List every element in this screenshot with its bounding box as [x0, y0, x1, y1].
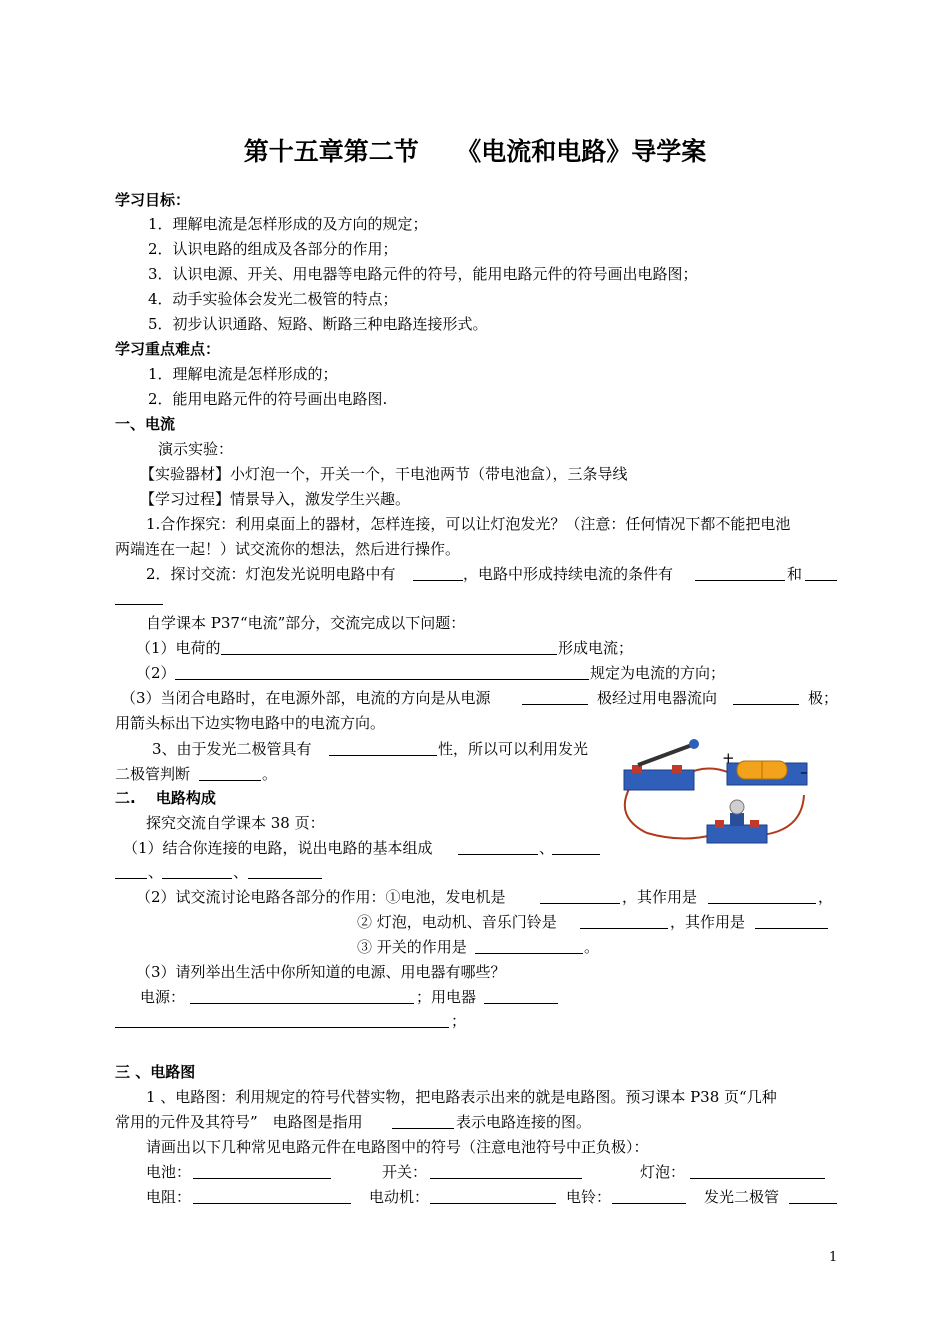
page-number: 1: [829, 1250, 838, 1265]
sub1-part-b: 形成电流；: [558, 639, 634, 657]
sub3-part-b: 极经过用电器流向: [597, 689, 718, 707]
lamp-terminal: [750, 820, 759, 828]
p2-part-e: ③ 开关的作用是: [357, 938, 467, 956]
resistor-label: 电阻：: [146, 1188, 192, 1206]
s3-p1-line2-b: 表示电路连接的图。: [456, 1113, 592, 1131]
p1-text: （1）结合你连接的电路，说出电路的基本组成: [123, 839, 433, 857]
switch-terminal: [672, 765, 682, 773]
lamp-holder: [730, 813, 744, 825]
q2-part-a: 2．探讨交流：灯泡发光说明电路中有: [146, 565, 396, 583]
explore-text: 探究交流自学课本 38 页：: [146, 814, 325, 832]
sub2-part-a: （2）: [136, 664, 176, 682]
q3-part-a: 3、由于发光二极管具有: [152, 740, 312, 758]
section3-heading: 三 、电路图: [115, 1063, 196, 1081]
sub2-part-b: 规定为电流的方向；: [590, 664, 726, 682]
s3-p1-line2-a: 常用的元件及其符号” 电路图是指用: [115, 1113, 363, 1131]
section2-heading: 二. 电路构成: [115, 789, 216, 807]
objective-item: 3．认识电源、开关、用电器等电路元件的符号，能用电路元件的符号画出电路图；: [148, 265, 698, 283]
p3-text: （3）请列举出生活中你所知道的电源、用电器有哪些？: [136, 963, 506, 981]
answer-blank[interactable]: [733, 704, 799, 705]
switch-label: 开关：: [382, 1163, 428, 1181]
symbol-blank[interactable]: [193, 1178, 331, 1179]
answer-blank[interactable]: [522, 704, 588, 705]
bulb: [730, 800, 744, 814]
answer-blank[interactable]: [248, 878, 322, 879]
device-label: ；用电器: [416, 988, 477, 1006]
key-point-item: 2．能用电路元件的符号画出电路图.: [148, 390, 388, 408]
answer-blank[interactable]: [805, 580, 837, 581]
objective-item: 5．初步认识通路、短路、断路三种电路连接形式。: [148, 315, 488, 333]
q3-part-b: 性，所以可以利用发光: [438, 740, 589, 758]
p2-part-d: ，其作用是: [670, 913, 746, 931]
process-text: 【学习过程】情景导入，激发学生兴趣。: [140, 490, 411, 508]
answer-blank[interactable]: [708, 903, 816, 904]
q2-part-c: 和: [787, 565, 803, 583]
symbol-blank[interactable]: [193, 1203, 351, 1204]
answer-blank[interactable]: [458, 854, 538, 855]
answer-blank[interactable]: [199, 780, 261, 781]
answer-blank[interactable]: [695, 580, 785, 581]
sub3-line2: 用箭头标出下边实物电路中的电流方向。: [115, 714, 386, 732]
answer-blank[interactable]: [755, 928, 828, 929]
p2-part-c: ② 灯泡，电动机、音乐门铃是: [357, 913, 557, 931]
switch-lever: [638, 745, 692, 765]
answer-blank[interactable]: [329, 755, 437, 756]
objectives-heading: 学习目标：: [115, 191, 191, 209]
answer-blank[interactable]: [115, 604, 163, 605]
self-study-text: 自学课本 P37“电流”部分，交流完成以下问题：: [146, 614, 466, 632]
motor-label: 电动机：: [369, 1188, 430, 1206]
answer-blank[interactable]: [221, 654, 557, 655]
sub1-part-a: （1）电荷的: [136, 639, 221, 657]
objective-item: 4．动手实验体会发光二极管的特点；: [148, 290, 398, 308]
equipment-text: 【实验器材】小灯泡一个，开关一个，干电池两节（带电池盒），三条导线: [140, 465, 628, 483]
answer-blank[interactable]: [392, 1128, 454, 1129]
symbol-blank[interactable]: [690, 1178, 825, 1179]
s3-p1-line1: 1 、电路图：利用规定的符号代替实物，把电路表示出来的就是电路图。预习课本 P38 页“几种: [146, 1088, 777, 1106]
answer-blank[interactable]: [580, 928, 668, 929]
answer-blank[interactable]: [475, 953, 583, 954]
q2-part-b: ，电路中形成持续电流的条件有: [463, 565, 674, 583]
answer-blank[interactable]: [175, 679, 589, 680]
circuit-illustration: [612, 735, 817, 850]
symbol-blank[interactable]: [430, 1203, 556, 1204]
answer-blank[interactable]: [484, 1003, 558, 1004]
s3-p2-text: 请画出以下几种常见电路元件在电路图中的符号（注意电池符号中正负极）：: [146, 1138, 649, 1156]
demo-label: 演示实验：: [158, 440, 234, 458]
answer-blank[interactable]: [552, 854, 600, 855]
wire: [625, 787, 712, 839]
answer-blank[interactable]: [413, 580, 463, 581]
q3-line2-b: 。: [262, 765, 278, 783]
bell-label: 电铃：: [566, 1188, 612, 1206]
answer-blank[interactable]: [190, 1003, 414, 1004]
lamp-terminal: [715, 820, 724, 828]
wire: [762, 795, 804, 835]
battery-label: 电池：: [146, 1163, 192, 1181]
led-label: 发光二极管: [704, 1188, 780, 1206]
key-points-heading: 学习重点难点：: [115, 340, 221, 358]
symbol-blank[interactable]: [612, 1203, 686, 1204]
bulb-label: 灯泡：: [640, 1163, 686, 1181]
q1-line1: 1.合作探究：利用桌面上的器材，怎样连接，可以让灯泡发光？（注意：任何情况下都不能把电池: [146, 515, 791, 533]
answer-blank[interactable]: [540, 903, 620, 904]
plus-sign: +: [722, 749, 735, 767]
objective-item: 1．理解电流是怎样形成的及方向的规定；: [148, 215, 428, 233]
power-label: 电源：: [140, 988, 186, 1006]
sub3-part-a: （3）当闭合电路时，在电源外部，电流的方向是从电源: [121, 689, 491, 707]
q1-line2: 两端连在一起！）试交流你的想法，然后进行操作。: [115, 540, 461, 558]
symbol-blank[interactable]: [789, 1203, 837, 1204]
answer-blank[interactable]: [115, 1027, 449, 1028]
minus-sign: –: [800, 763, 808, 781]
objective-item: 2．认识电路的组成及各部分的作用；: [148, 240, 398, 258]
key-point-item: 1．理解电流是怎样形成的；: [148, 365, 338, 383]
answer-blank[interactable]: [115, 878, 147, 879]
section1-heading: 一、电流: [115, 415, 176, 433]
sub3-part-c: 极；: [808, 689, 839, 707]
p2-part-b: ，其作用是: [622, 888, 698, 906]
q3-line2-a: 二极管判断: [115, 765, 191, 783]
page-title: 第十五章第二节 《电流和电路》导学案: [243, 137, 707, 166]
symbol-blank[interactable]: [430, 1178, 582, 1179]
p2-part-a: （2）试交流讨论电路各部分的作用：①电池，发电机是: [136, 888, 506, 906]
switch-knob: [689, 739, 699, 749]
answer-blank[interactable]: [162, 878, 232, 879]
